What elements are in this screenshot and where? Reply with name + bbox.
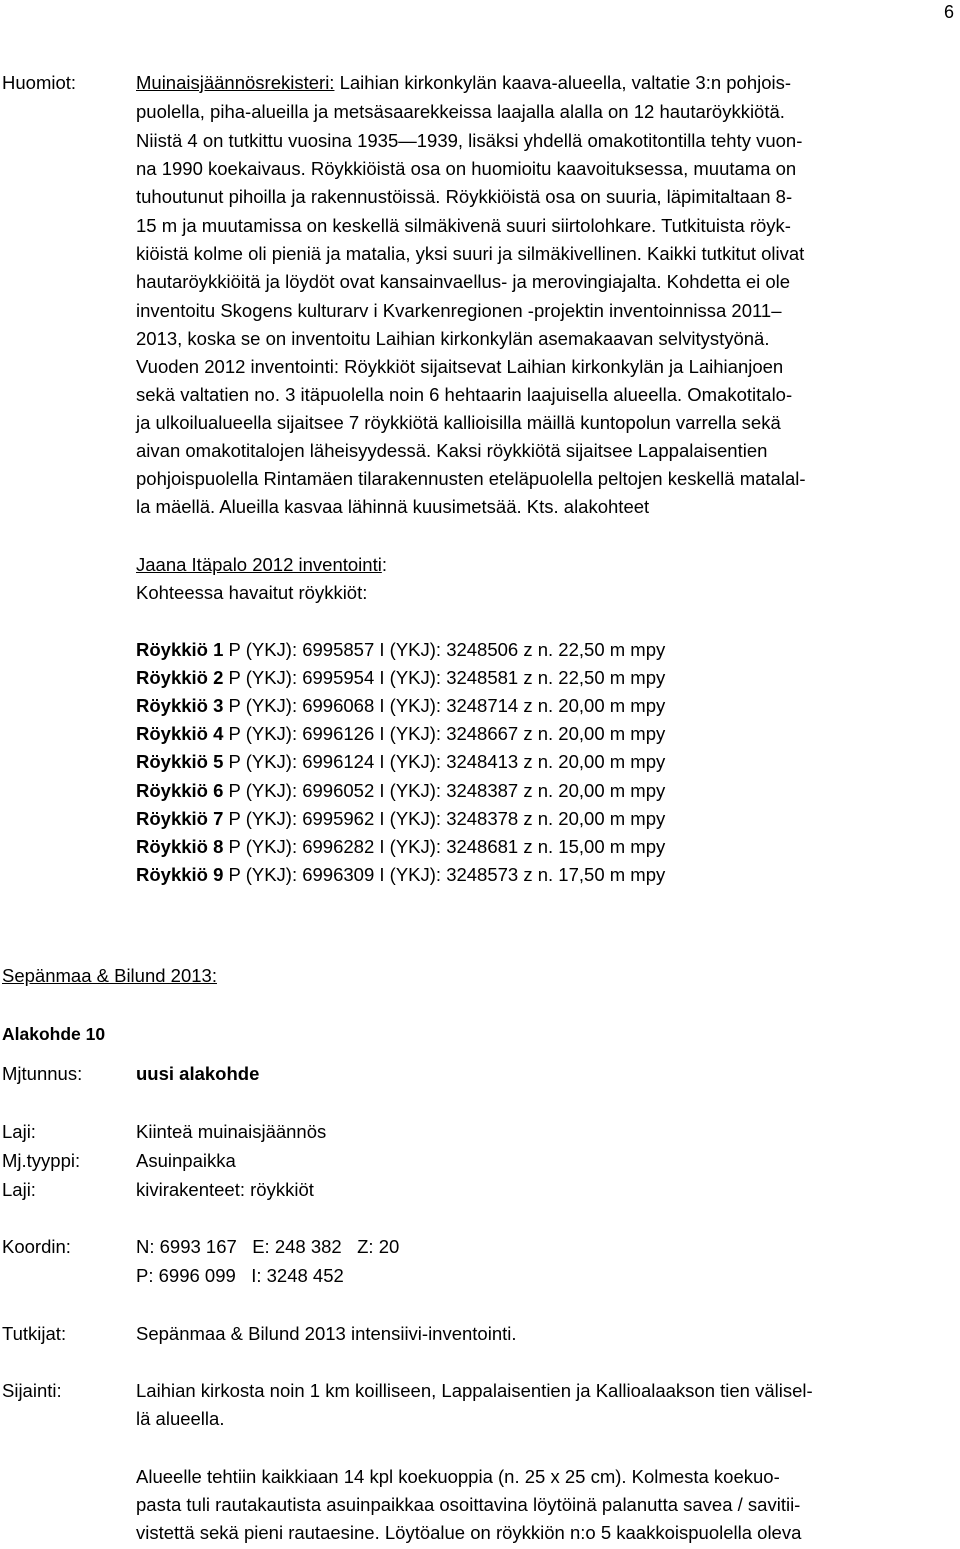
tutkijat-value: Sepänmaa & Bilund 2013 intensiivi-inventointi.: [136, 1323, 517, 1344]
huomiot-line: sekä valtatien no. 3 itäpuolella noin 6 hehtaarin laajuisella alueella. Omakotitalo-: [136, 384, 793, 405]
cairn-row: [136, 864, 665, 886]
cairn-row: [136, 808, 665, 830]
koordin-line1: N: 6993 167 E: 248 382 Z: 20: [136, 1236, 400, 1257]
description-line: Alueelle tehtiin kaikkiaan 14 kpl koekuoppia (n. 25 x 25 cm). Kolmesta koekuo-: [136, 1466, 780, 1487]
cairn-name: Röykkiö 8: [136, 836, 224, 857]
sepanmaa-heading: Sepänmaa & Bilund 2013:: [2, 965, 217, 986]
cairn-name: Röykkiö 3: [136, 695, 224, 716]
sijainti-line: lä alueella.: [136, 1408, 225, 1429]
cairn-details: P (YKJ): 6995857 I (YKJ): 3248506 z n. 22,50 m mpy: [223, 639, 666, 660]
cairn-row: [136, 667, 665, 689]
cairn-details: P (YKJ): 6996052 I (YKJ): 3248387 z n. 20,00 m mpy: [223, 780, 666, 801]
cairn-details: P (YKJ): 6995954 I (YKJ): 3248581 z n. 22,50 m mpy: [223, 667, 666, 688]
mjtunnus-value: uusi alakohde: [136, 1063, 260, 1084]
cairn-details: P (YKJ): 6996124 I (YKJ): 3248413 z n. 20,00 m mpy: [223, 751, 666, 772]
tutkijat-label: Tutkijat:: [2, 1323, 67, 1344]
tyyppi-label: Mj.tyyppi:: [2, 1150, 81, 1171]
huomiot-line: ja ulkoilualueella sijaitsee 7 röykkiötä kallioisilla mäillä kuntopolun varrella sekä: [136, 412, 781, 433]
registry-link[interactable]: Muinaisjäännösrekisteri:: [136, 72, 335, 93]
cairn-name: Röykkiö 1: [136, 639, 224, 660]
huomiot-line: aivan omakotitalojen läheisyydessä. Kaksi röykkiötä sijaitsee Lappalaisentien: [136, 440, 768, 461]
cairn-name: Röykkiö 2: [136, 667, 224, 688]
description-line: vistettä sekä pieni rautaesine. Löytöalue on röykkiön n:o 5 kaakkoispuolella oleva: [136, 1522, 802, 1543]
cairn-row: [136, 639, 665, 661]
cairn-row: [136, 780, 665, 802]
huomiot-label: Huomiot:: [2, 72, 77, 93]
cairn-row: [136, 723, 665, 745]
cairn-details: P (YKJ): 6996126 I (YKJ): 3248667 z n. 20,00 m mpy: [223, 723, 666, 744]
cairn-name: Röykkiö 4: [136, 723, 224, 744]
huomiot-line: tuhoutunut pihoilla ja rakennustöissä. Röykkiöistä osa on suuria, läpimitaltaan 8-: [136, 186, 793, 207]
description-line: pasta tuli rautakautista asuinpaikkaa osoittavina löytöinä palanutta savea / savitii-: [136, 1494, 801, 1515]
huomiot-line: 15 m ja muutamissa on keskellä silmäkivenä suuri siirtolohkare. Tutkituista röyk-: [136, 215, 791, 236]
cairn-row: [136, 836, 665, 858]
inventory-heading: [136, 554, 387, 576]
inventory-heading-colon: :: [381, 554, 387, 575]
laji-label: Laji:: [2, 1121, 36, 1142]
inventory-heading-link[interactable]: Jaana Itäpalo 2012 inventointi: [136, 554, 382, 575]
cairn-details: P (YKJ): 6996068 I (YKJ): 3248714 z n. 20,00 m mpy: [223, 695, 666, 716]
first-line-text: Laihian kirkonkylän kaava-alueella, valtatie 3:n pohjois-: [334, 72, 792, 93]
tyyppi-value: Asuinpaikka: [136, 1150, 236, 1171]
cairn-details: P (YKJ): 6996309 I (YKJ): 3248573 z n. 17,50 m mpy: [223, 864, 666, 885]
cairn-name: Röykkiö 7: [136, 808, 224, 829]
cairn-details: P (YKJ): 6995962 I (YKJ): 3248378 z n. 20,00 m mpy: [223, 808, 666, 829]
inventory-subheading: Kohteessa havaitut röykkiöt:: [136, 582, 368, 603]
huomiot-line: la mäellä. Alueilla kasvaa lähinnä kuusimetsää. Kts. alakohteet: [136, 496, 650, 517]
huomiot-first-line: [136, 72, 791, 94]
cairn-row: [136, 751, 665, 773]
mjtunnus-label: Mjtunnus:: [2, 1063, 83, 1084]
sijainti-label: Sijainti:: [2, 1380, 62, 1401]
cairn-name: Röykkiö 6: [136, 780, 224, 801]
huomiot-line: kiöistä kolme oli pieniä ja matalia, yksi suuri ja silmäkivellinen. Kaikki tutkitut olivat: [136, 243, 805, 264]
laji2-label: Laji:: [2, 1179, 36, 1200]
koordin-line2: P: 6996 099 I: 3248 452: [136, 1265, 344, 1286]
huomiot-line: Niistä 4 on tutkittu vuosina 1935—1939, lisäksi yhdellä omakotitontilla tehty vuon-: [136, 130, 803, 151]
cairn-name: Röykkiö 5: [136, 751, 224, 772]
huomiot-line: puolella, piha-alueilla ja metsäsaarekkeissa laajalla alalla on 12 hautaröykkiötä.: [136, 101, 785, 122]
sijainti-line: Laihian kirkosta noin 1 km koilliseen, Lappalaisentien ja Kallioalaakson tien välisel-: [136, 1380, 813, 1401]
huomiot-line: na 1990 koekaivaus. Röykkiöistä osa on huomioitu kaavoituksessa, muutama on: [136, 158, 797, 179]
cairn-name: Röykkiö 9: [136, 864, 224, 885]
huomiot-line: hautaröykkiöitä ja löydöt ovat kansainvaellus- ja merovingiajalta. Kohdetta ei ole: [136, 271, 791, 292]
subsite-title: Alakohde 10: [2, 1024, 106, 1044]
huomiot-line: Vuoden 2012 inventointi: Röykkiöt sijaitsevat Laihian kirkonkylän ja Laihianjoen: [136, 356, 784, 377]
cairn-row: [136, 695, 665, 717]
cairn-details: P (YKJ): 6996282 I (YKJ): 3248681 z n. 15,00 m mpy: [223, 836, 666, 857]
laji-value: Kiinteä muinaisjäännös: [136, 1121, 327, 1142]
koordin-label: Koordin:: [2, 1236, 71, 1257]
laji2-value: kivirakenteet: röykkiöt: [136, 1179, 314, 1200]
page-number: 6: [943, 2, 954, 22]
huomiot-line: pohjoispuolella Rintamäen tilarakennusten eteläpuolella peltojen keskellä matalal-: [136, 468, 806, 489]
huomiot-line: inventoitu Skogens kulturarv i Kvarkenregionen -projektin inventoinnissa 2011–: [136, 300, 782, 321]
huomiot-line: 2013, koska se on inventoitu Laihian kirkonkylän asemakaavan selvitystyönä.: [136, 328, 770, 349]
